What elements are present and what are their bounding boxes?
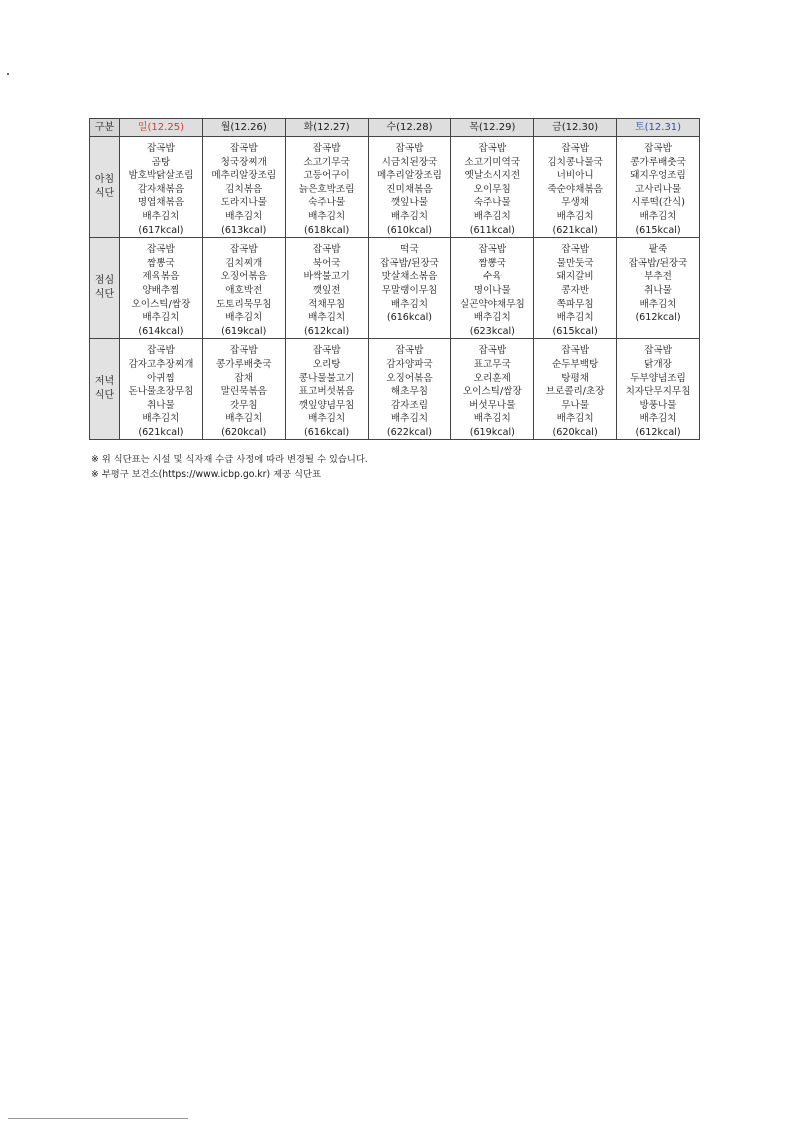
menu-item: 오이스틱/쌈장	[462, 386, 522, 398]
menu-cell-dinner-friday	[534, 339, 617, 440]
menu-item: (620kcal)	[221, 426, 267, 438]
menu-item: 돈나물초장무침	[128, 386, 194, 398]
menu-cell-breakfast-wednesday	[368, 137, 451, 238]
menu-item: 배추김치	[308, 210, 346, 222]
menu-item: (619kcal)	[221, 325, 267, 337]
scan-dot	[7, 73, 9, 75]
menu-item: 메추리알장조림	[211, 170, 277, 182]
meal-label-line: 식단	[94, 188, 115, 200]
menu-item: (616kcal)	[386, 312, 433, 324]
meal-label-dinner	[90, 339, 120, 440]
menu-item: 잡곡밥/된장국	[628, 257, 688, 269]
meal-label-line: 점심	[94, 275, 115, 287]
menu-item: 감자고추장찌개	[128, 358, 194, 370]
menu-item: 배추김치	[556, 210, 594, 222]
menu-item: 탕평채	[561, 372, 590, 384]
menu-item: 콩나물불고기	[298, 372, 355, 384]
menu-item: 소고기미역국	[464, 156, 521, 168]
menu-cell-lunch-wednesday	[368, 238, 451, 339]
menu-item: 소고기무국	[303, 156, 350, 168]
menu-item: 오징어볶음	[220, 271, 267, 283]
menu-item: 오리훈제	[473, 372, 511, 384]
menu-item: 잡곡밥	[561, 345, 590, 357]
menu-item: 청국장찌개	[220, 156, 267, 168]
menu-item: 고등어구이	[303, 170, 350, 182]
menu-item: 김치볶음	[225, 183, 263, 195]
menu-cell-breakfast-friday	[534, 137, 617, 238]
weekly-menu-table	[89, 118, 700, 440]
menu-item: 너비아니	[556, 170, 594, 182]
menu-item: 갓무침	[229, 399, 258, 411]
menu-item: (615kcal)	[635, 224, 681, 236]
menu-item: 잡곡밥	[561, 244, 590, 256]
day-header-sunday: 일(12.25)	[120, 119, 203, 137]
menu-item: 도라지나물	[220, 197, 267, 209]
meal-row-breakfast	[90, 137, 700, 238]
menu-item: (612kcal)	[304, 325, 350, 337]
menu-cell-lunch-thursday	[451, 238, 534, 339]
menu-item: 감자채볶음	[137, 183, 185, 195]
menu-item: 적채무침	[308, 298, 346, 310]
menu-item: 잡곡밥	[644, 143, 672, 154]
menu-item: 표고무국	[473, 358, 511, 370]
menu-item: 잡곡밥	[312, 143, 341, 154]
menu-item: 말린묵볶음	[220, 386, 267, 398]
menu-item: 제육볶음	[142, 271, 180, 283]
menu-item: 잡곡밥	[229, 143, 258, 154]
menu-item: (615kcal)	[552, 325, 598, 337]
menu-item: 잡곡밥	[312, 345, 341, 357]
menu-item: (612kcal)	[635, 426, 681, 438]
meal-label-line: 식단	[94, 390, 115, 402]
menu-cell-breakfast-saturday	[617, 137, 700, 238]
menu-table-header	[90, 119, 700, 137]
menu-item: 잡곡밥	[395, 143, 424, 154]
menu-item: 잡곡밥	[561, 143, 590, 154]
menu-item: 시금치된장국	[381, 156, 438, 168]
menu-item: 김치콩나물국	[547, 156, 603, 168]
menu-item: 잡채	[234, 372, 254, 384]
menu-cell-dinner-monday	[202, 339, 285, 440]
menu-table-body	[90, 137, 700, 440]
menu-item: 콩가루배춧국	[215, 358, 272, 370]
menu-item: 돼지갈비	[556, 271, 594, 283]
menu-item: 두부양념조림	[630, 372, 686, 384]
menu-item: 팥죽	[648, 244, 668, 256]
menu-item: 치자단무지무침	[625, 386, 691, 398]
menu-item: 곰탕	[151, 156, 171, 168]
menu-item: 배추김치	[639, 298, 677, 310]
source-notice: ※ 부평구 보건소(https://www.icbp.go.kr) 제공 식단표	[91, 469, 321, 480]
menu-item: 감자양파국	[386, 358, 433, 370]
menu-item: 오징어볶음	[386, 372, 433, 384]
menu-item: (612kcal)	[635, 312, 681, 324]
menu-item: 돼지우엉조림	[630, 170, 686, 182]
menu-item: 배추김치	[142, 312, 180, 324]
menu-item: 시루떡(간식)	[631, 197, 685, 209]
menu-item: 부추전	[644, 271, 672, 283]
change-notice: ※ 위 식단표는 시설 및 식자재 수급 사정에 따라 변경될 수 있습니다.	[91, 454, 368, 465]
menu-cell-lunch-saturday	[617, 238, 700, 339]
menu-item: 배추김치	[473, 210, 511, 222]
menu-item: 물만둣국	[556, 257, 594, 269]
category-header: 구분	[90, 119, 120, 137]
day-header-tuesday: 화(12.27)	[285, 119, 368, 137]
day-header-monday: 월(12.26)	[202, 119, 285, 137]
menu-item: 배추김치	[390, 413, 428, 425]
menu-item: (611kcal)	[469, 224, 515, 236]
menu-cell-dinner-thursday	[451, 339, 534, 440]
menu-item: 배추김치	[639, 210, 677, 222]
menu-cell-dinner-wednesday	[368, 339, 451, 440]
menu-cell-breakfast-tuesday	[285, 137, 368, 238]
menu-item: 죽순야채볶음	[547, 183, 603, 195]
menu-item: 명엽채볶음	[137, 197, 185, 209]
menu-item: 깻잎전	[312, 284, 341, 296]
menu-item: 깻잎나물	[390, 197, 428, 209]
menu-item: 배추김치	[390, 210, 428, 222]
menu-item: (621kcal)	[138, 426, 184, 438]
menu-item: 배추김치	[473, 312, 511, 324]
day-header-thursday: 목(12.29)	[451, 119, 534, 137]
menu-item: 배추김치	[142, 413, 180, 425]
meal-label-line: 저녁	[94, 376, 115, 388]
menu-item: 배추김치	[473, 413, 511, 425]
menu-item: 숙주나물	[308, 197, 346, 209]
menu-cell-dinner-tuesday	[285, 339, 368, 440]
menu-item: 옛날소시지전	[464, 170, 521, 182]
menu-item: (621kcal)	[552, 224, 598, 236]
day-header-friday: 금(12.30)	[534, 119, 617, 137]
menu-item: 잡곡밥	[395, 345, 424, 357]
menu-item: 오이스틱/쌈장	[131, 298, 191, 310]
menu-item: 쪽파무침	[556, 298, 594, 310]
menu-item: 방풍나물	[639, 399, 677, 411]
menu-item: 늙은호박조림	[298, 183, 355, 195]
menu-item: 취나물	[147, 399, 175, 411]
menu-item: 짬뽕국	[478, 257, 507, 269]
menu-item: 콩자반	[561, 284, 590, 296]
menu-item: 잡곡밥	[644, 345, 672, 357]
menu-item: 해초무침	[390, 386, 428, 398]
menu-item: 배추김치	[308, 413, 346, 425]
menu-item: (613kcal)	[221, 224, 267, 236]
menu-item: 북어국	[312, 257, 341, 269]
menu-cell-lunch-friday	[534, 238, 617, 339]
menu-item: 명이나물	[473, 284, 511, 296]
menu-item: 감자조림	[390, 399, 428, 411]
meal-row-lunch	[90, 238, 700, 339]
menu-item: 잡곡밥	[312, 244, 341, 256]
menu-item: 고사리나물	[634, 183, 682, 195]
menu-cell-breakfast-monday	[202, 137, 285, 238]
menu-item: 숙주나물	[473, 197, 511, 209]
menu-item: 실곤약야채무침	[459, 298, 525, 310]
menu-item: (614kcal)	[138, 325, 184, 337]
menu-item: 진미채볶음	[386, 183, 433, 195]
menu-item: 무나물	[561, 399, 590, 411]
menu-item: 무생채	[561, 197, 590, 209]
menu-cell-dinner-saturday	[617, 339, 700, 440]
menu-item: 잡곡밥	[147, 345, 175, 357]
menu-item: 배추김치	[142, 210, 180, 222]
menu-item: 바싹불고기	[303, 271, 350, 283]
menu-item: (619kcal)	[469, 426, 515, 438]
menu-item: 잡곡밥	[478, 244, 507, 256]
meal-row-dinner	[90, 339, 700, 440]
menu-item: 애호박전	[225, 284, 263, 296]
menu-item: (620kcal)	[552, 426, 598, 438]
menu-item: 메추리알장조림	[377, 170, 442, 182]
menu-item: 잡곡밥	[147, 143, 175, 154]
menu-item: (622kcal)	[386, 426, 433, 438]
menu-item: 무말랭이무침	[381, 284, 438, 296]
meal-label-lunch	[90, 238, 120, 339]
day-header-wednesday: 수(12.28)	[368, 119, 451, 137]
menu-item: 잡곡밥	[229, 345, 258, 357]
menu-item: (610kcal)	[386, 224, 433, 236]
menu-item: 오리탕	[312, 358, 341, 370]
menu-cell-breakfast-sunday	[120, 137, 203, 238]
menu-item: 잡곡밥	[229, 244, 258, 256]
menu-item: 아귀찜	[147, 372, 175, 384]
menu-item: 잡곡밥/된장국	[380, 257, 439, 269]
menu-item: 배추김치	[225, 312, 263, 324]
menu-item: 잡곡밥	[478, 345, 507, 357]
menu-item: 떡국	[400, 244, 419, 256]
header-row	[90, 119, 700, 137]
menu-item: 맛살채소볶음	[381, 271, 438, 283]
menu-item: 깻잎양념무침	[298, 399, 355, 411]
menu-item: (616kcal)	[304, 426, 350, 438]
menu-item: 배추김치	[639, 413, 677, 425]
menu-item: 도토리묵무침	[215, 298, 272, 310]
day-header-saturday: 토(12.31)	[617, 119, 700, 137]
meal-label-breakfast	[90, 137, 120, 238]
meal-label-line: 아침	[94, 174, 115, 186]
menu-item: 닭개장	[644, 358, 672, 370]
menu-item: 밤호박닭살조림	[128, 170, 194, 182]
meal-label-line: 식단	[94, 289, 115, 301]
menu-item: 배추김치	[225, 413, 263, 425]
menu-cell-breakfast-thursday	[451, 137, 534, 238]
menu-item: 순두부백탕	[551, 358, 599, 370]
menu-item: 버섯무나물	[469, 399, 516, 411]
menu-cell-lunch-tuesday	[285, 238, 368, 339]
menu-item: (623kcal)	[469, 325, 515, 337]
menu-item: 브로콜리/초장	[545, 386, 605, 398]
scan-edge-line	[8, 1118, 188, 1119]
menu-item: 배추김치	[308, 312, 346, 324]
menu-cell-lunch-sunday	[120, 238, 203, 339]
menu-cell-dinner-sunday	[120, 339, 203, 440]
menu-item: 배추김치	[556, 312, 594, 324]
menu-item: 취나물	[644, 284, 672, 296]
menu-item: 양배추찜	[142, 284, 180, 296]
menu-item: 짬뽕국	[147, 257, 175, 269]
menu-item: 잡곡밥	[147, 244, 175, 256]
menu-item: 배추김치	[225, 210, 263, 222]
menu-item: 잡곡밥	[478, 143, 507, 154]
menu-item: (618kcal)	[304, 224, 350, 236]
menu-item: 콩가루배춧국	[630, 156, 686, 168]
menu-item: (617kcal)	[138, 224, 184, 236]
menu-cell-lunch-monday	[202, 238, 285, 339]
menu-item: 김치찌개	[225, 257, 263, 269]
menu-item: 표고버섯볶음	[298, 386, 355, 398]
menu-item: 수육	[483, 271, 502, 283]
menu-item: 배추김치	[556, 413, 594, 425]
menu-item: 오이무침	[473, 183, 511, 195]
menu-item: 배추김치	[390, 298, 428, 310]
